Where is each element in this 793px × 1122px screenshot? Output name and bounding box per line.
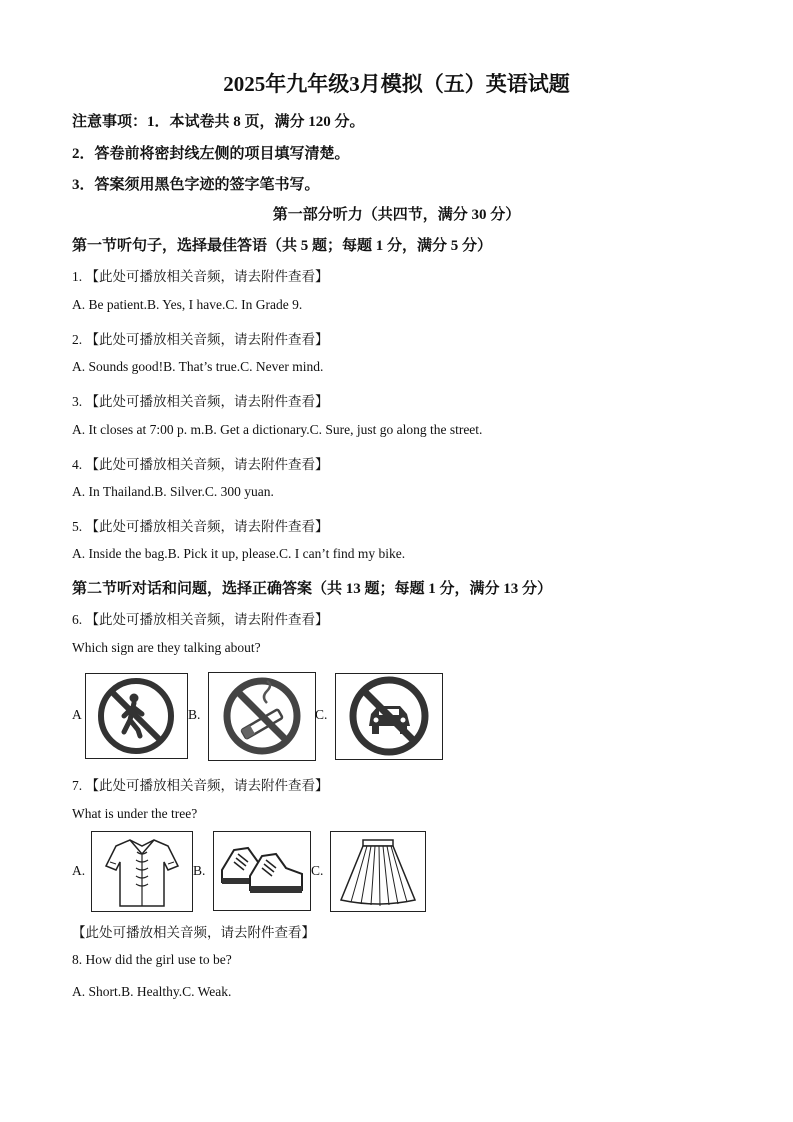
- q7-label-c: C.: [311, 863, 324, 878]
- q8-options: A. Short.B. Healthy.C. Weak.: [72, 984, 232, 999]
- q7-option-c-image[interactable]: [330, 831, 426, 912]
- q3-options: A. It closes at 7:00 p. m.B. Get a dictionary.C. Sure, just go along the street.: [72, 422, 483, 437]
- q7-question: What is under the tree?: [72, 806, 198, 821]
- q6-label-b: B.: [188, 707, 201, 722]
- no-pedestrians-icon: [86, 674, 187, 758]
- q6-option-c-image[interactable]: [335, 673, 443, 760]
- no-cars-icon: [336, 674, 442, 759]
- q6-audio[interactable]: 6. 【此处可播放相关音频，请去附件查看】: [72, 612, 329, 627]
- q5-options: A. Inside the bag.B. Pick it up, please.C. I can’t find my bike.: [72, 546, 406, 561]
- q6-question: Which sign are they talking about?: [72, 640, 261, 655]
- notice-line-3: 3．答案须用黑色字迹的签字笔书写。: [72, 177, 320, 193]
- q7-8-audio[interactable]: 【此处可播放相关音频，请去附件查看】: [72, 925, 315, 940]
- q7-label-a: A.: [72, 863, 86, 878]
- skirt-icon: [331, 832, 425, 911]
- q7-label-b: B.: [193, 863, 206, 878]
- q7-audio[interactable]: 7. 【此处可播放相关音频，请去附件查看】: [72, 778, 329, 793]
- no-smoking-icon: [209, 673, 315, 760]
- page-title: 2025年九年级3月模拟（五）英语试题: [223, 72, 570, 96]
- q7-option-b-image[interactable]: [213, 831, 311, 911]
- q6-option-b-image[interactable]: [208, 672, 316, 761]
- sneakers-icon: [214, 832, 310, 910]
- q8-question: 8. How did the girl use to be?: [72, 952, 232, 967]
- q2-options: A. Sounds good!B. That’s true.C. Never mind.: [72, 359, 324, 374]
- q4-options: A. In Thailand.B. Silver.C. 300 yuan.: [72, 484, 274, 499]
- notice-line-1: 注意事项：1．本试卷共 8 页，满分 120 分。: [72, 114, 365, 130]
- q6-label-c: C.: [315, 707, 328, 722]
- q2-audio[interactable]: 2. 【此处可播放相关音频，请去附件查看】: [72, 332, 329, 347]
- section1-heading: 第一节听句子，选择最佳答语（共 5 题；每题 1 分，满分 5 分）: [72, 238, 493, 254]
- notice-line-2: 2．答卷前将密封线左侧的项目填写清楚。: [72, 146, 350, 162]
- q6-option-a-image[interactable]: [85, 673, 188, 759]
- q1-audio[interactable]: 1. 【此处可播放相关音频，请去附件查看】: [72, 269, 329, 284]
- q3-audio[interactable]: 3. 【此处可播放相关音频，请去附件查看】: [72, 394, 329, 409]
- q6-label-a: A: [72, 707, 82, 722]
- q4-audio[interactable]: 4. 【此处可播放相关音频，请去附件查看】: [72, 457, 329, 472]
- q7-option-a-image[interactable]: [91, 831, 193, 912]
- q1-options: A. Be patient.B. Yes, I have.C. In Grade 9.: [72, 297, 303, 312]
- section2-heading: 第二节听对话和问题，选择正确答案（共 13 题；每题 1 分，满分 13 分）: [72, 581, 553, 597]
- blouse-icon: [92, 832, 192, 911]
- part1-heading: 第一部分听力（共四节，满分 30 分）: [272, 207, 521, 223]
- q5-audio[interactable]: 5. 【此处可播放相关音频，请去附件查看】: [72, 519, 329, 534]
